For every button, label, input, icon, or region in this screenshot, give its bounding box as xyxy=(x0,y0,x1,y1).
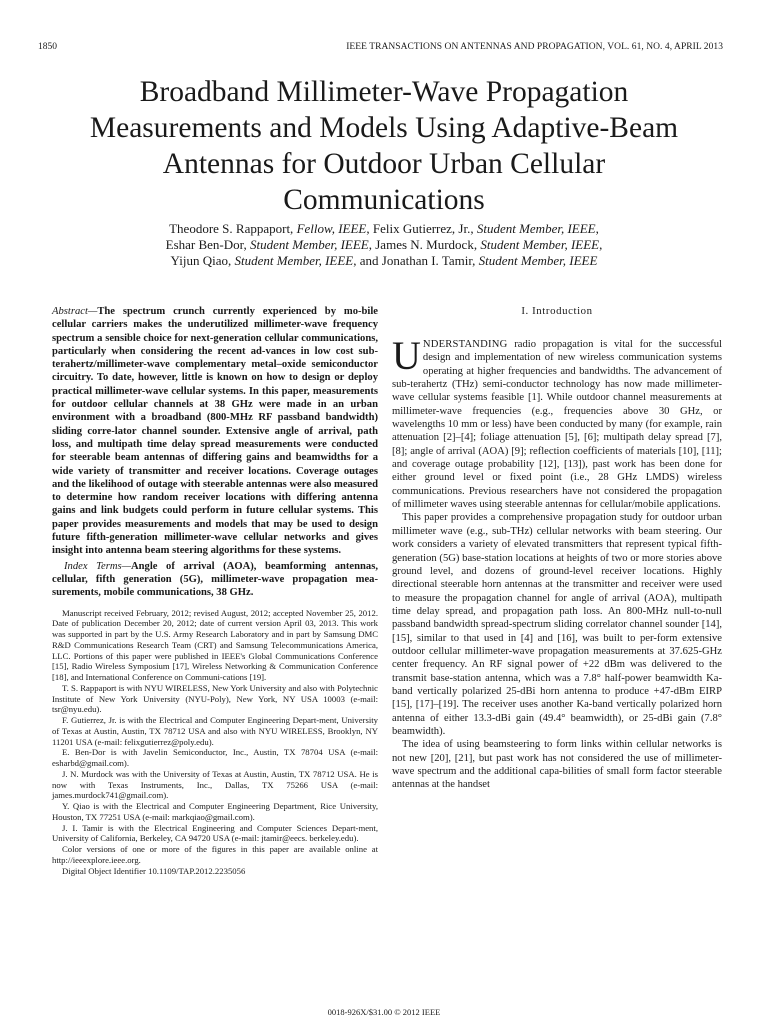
author-name: Theodore S. Rappaport, xyxy=(169,221,294,236)
footnote-manuscript: Manuscript received February, 2012; revised August, 2012; accepted November 25, 2012. Date of publication December 20, 2012; date of current version April 03, 2013. This work was supported in part by the U.S. Army Research Laboratory and in part by Samsung DMC R&D Communications Research Team (CRT) and Samsung Telecommunications America, LLC. Portions of this paper were published in IEEE's Global Communications Conference [15], Radio Wireless Symposium [17], Wireless Networking & Communication Conference [18], and International Conference on Communi-cations [19]. xyxy=(52,607,378,683)
author-role: Fellow, IEEE xyxy=(296,221,367,236)
footnote-affiliation: E. Ben-Dor is with Javelin Semiconductor, Inc., Austin, TX 78704 USA (e-mail: esharbd@gmail.com). xyxy=(52,747,378,769)
footnote-doi: Digital Object Identifier 10.1109/TAP.2012.2235056 xyxy=(62,865,246,876)
author-name: , and Jonathan I. Tamir, xyxy=(353,253,476,268)
paper-title xyxy=(60,74,708,218)
footnotes xyxy=(52,608,378,877)
author-name: Yijun Qiao, xyxy=(170,253,232,268)
paragraph-text: radio propagation is vital for the successful design and implementation of new wireless communication systems operating at higher frequencies and bandwidths. The advancement of sub-terahertz (THz) semi-conductor technology has now made millimeter-wave cellular systems feasible [1]. While outdoor channel measurements at millimeter-wave frequencies (e.g., frequencies above 30 GHz, or wavelengths 10 mm or less) have been conducted by many (for example, rain attenuation [2]–[4]; foliage attenuation [5], [6]; multipath delay spread [7], [8]; angle of arrival (AOA) [9]; reflection coefficients of materials [10], [11]; and coverage outage probability [12], [13]), past work has been done for either ground level or fixed point (i.e., 28 GHz LMDS) wireless communications. Previous researchers have not considered the propagation of millimeter waves using steerable antennas for cellular/mobile applications. xyxy=(392,339,722,511)
author-line xyxy=(60,221,708,237)
first-word: NDERSTANDING xyxy=(422,339,508,350)
author-role: Student Member, IEEE xyxy=(249,237,369,252)
author-line xyxy=(60,253,708,269)
abstract-text: The spectrum crunch currently experienced by mo-bile cellular carriers makes the underutilized millimeter-wave frequency spectrum a sensible choice for next-generation cellular communications, particularly when considering the recent ad-vances in low cost sub-terahertz/millimeter-wave complementary metal–oxide semiconductor circuitry. To date, however, little is known on how to design or deploy practical millimeter-wave cellular systems. In this paper, measurements for outdoor cellular channels at 38 GHz were made in an urban environment with a broadband (800-MHz RF passband bandwidth) sliding corre-lator channel sounder. Extensive angle of arrival, path loss, and multipath time delay spread measurements were conducted for steerable beam antennas of differing gains and beamwidths for a wide variety of transmitter and receiver locations. Coverage outages and the likelihood of outage with steerable antennas were also measured to determine how random receiver locations with differing antenna gains and link budgets could perform in future cellular systems. This paper provides measurements and models that may be used to design future fifth-generation millimeter-wave cellular networks and gives insight into antenna beam steering algorithms for these systems. xyxy=(52,306,378,557)
copyright-line: 0018-926X/$31.00 © 2012 IEEE xyxy=(327,1007,441,1017)
title-line: Measurements and Models Using Adaptive-Beam xyxy=(89,112,679,144)
intro-paragraph: The idea of using beamsteering to form links within cellular networks is not new [20], [21], but past work has not considered the use of millimeter-wave spectrum and the additional capa-bilities of small form factor steerable antennas at the handset xyxy=(392,739,722,791)
intro-paragraph xyxy=(392,333,722,511)
title-line: Antennas for Outdoor Urban Cellular xyxy=(162,148,606,180)
author-name: , Felix Gutierrez, Jr., xyxy=(366,221,474,236)
author-list xyxy=(60,221,708,269)
author-separator: , xyxy=(599,237,603,252)
title-line: Communications xyxy=(283,184,485,216)
author-role: Student Member, IEEE xyxy=(476,221,596,236)
footnote-affiliation: F. Gutierrez, Jr. is with the Electrical and Computer Engineering Depart-ment, University of Texas at Austin, Austin, TX 78712 USA and also with NYU WIRELESS, Brooklyn, NY 11201 USA (e-mail: felixgutierrez@poly.edu). xyxy=(52,715,378,747)
footnote-affiliation: J. I. Tamir is with the Electrical Engineering and Computer Sciences Depart-ment, University of California, Berkeley, CA 94720 USA (e-mail: jtamir@eecs. berkeley.edu). xyxy=(52,822,378,844)
author-role: Student Member, IEEE xyxy=(480,237,600,252)
page-number: 1850 xyxy=(38,42,57,52)
footnote-affiliation: Y. Qiao is with the Electrical and Computer Engineering Department, Rice University, Houston, TX 77251 USA (e-mail: markqiao@gmail.com). xyxy=(52,801,378,822)
intro-paragraph: This paper provides a comprehensive propagation study for outdoor urban millimeter wave (e.g., sub-THz) cellular networks with beam steering. Our work considers a variety of elevated transmitters that represent typical fifth-generation (5G) base-station locations at heights of two or more stories above ground level, and dozens of ground-level receiver locations. Highly directional steerable horn antennas at the transmitter and receiver were used to measure the propagation channel for angle of arrival (AOA), multipath time delay spread, and propagation path loss. An 800-MHz null-to-null passband bandwidth spread-spectrum sliding correlator channel sounder [14], [15], similar to that used in [4] and [16], was built to per-form extensive outdoor cellular millimeter-wave propagation measurements at 37.625-GHz center frequency. An RF signal power of +22 dBm was delivered to the transmit base-station antenna, which was a 7.8° half-power beamwidth Ka-band vertically polarized 25-dBi horn antenna to produce +47-dBm EIRP [15], [17]–[19]. The receiver uses another Ka-band vertically polarized horn antenna of either 13.3-dBi gain (49.4° beamwidth), or 25-dBi gain (7.8° beamwidth). xyxy=(392,512,722,737)
index-terms-label: Index Terms— xyxy=(64,560,132,572)
abstract xyxy=(52,305,378,558)
author-separator: , xyxy=(595,221,599,236)
footnote-affiliation: T. S. Rappaport is with NYU WIRELESS, New York University and also with Polytechnic Institute of New York University (NYU-Poly), New York, NY USA 10003 (e-mail: tsr@nyu.edu). xyxy=(52,682,378,715)
journal-running-head: IEEE TRANSACTIONS ON ANTENNAS AND PROPAGATION, VOL. 61, NO. 4, APRIL 2013 xyxy=(346,42,723,52)
drop-cap: U xyxy=(392,333,421,378)
abstract-label: Abstract— xyxy=(52,306,98,317)
author-name: Eshar Ben-Dor, xyxy=(165,237,247,252)
author-name: , James N. Murdock, xyxy=(368,237,478,252)
left-column xyxy=(52,305,378,876)
section-heading-introduction: I. Introduction xyxy=(521,305,593,317)
right-column xyxy=(392,305,722,792)
author-role: Student Member, IEEE xyxy=(478,253,598,268)
index-terms-text: Angle of arrival (AOA), beamforming antennas, cellular, fifth generation (5G), millimeter-wave propagation mea-surements, mobile communications, 38 GHz. xyxy=(52,560,378,599)
footnote-color-note: Color versions of one or more of the figures in this paper are available online at http://ieeexplore.ieee.org. xyxy=(52,844,378,865)
title-line: Broadband Millimeter-Wave Propagation xyxy=(139,76,629,108)
author-role: Student Member, IEEE xyxy=(234,253,354,268)
index-terms xyxy=(52,560,378,600)
introduction-body xyxy=(392,333,722,792)
author-line xyxy=(60,237,708,253)
footnote-affiliation: J. N. Murdock was with the University of Texas at Austin, Austin, TX 78712 USA. He is now with Texas Instruments, Inc., Dallas, TX 75266 USA (e-mail: james.murdock741@gmail.com). xyxy=(52,768,378,801)
